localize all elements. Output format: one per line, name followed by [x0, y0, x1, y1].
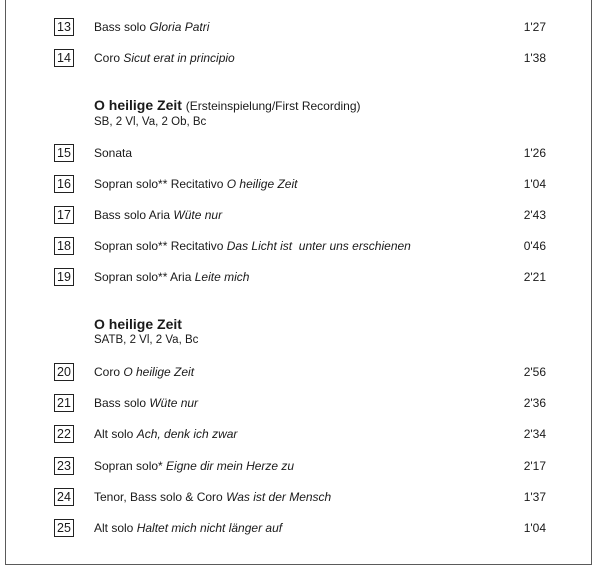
- track-description: Tenor, Bass solo & Coro Was ist der Mensch: [94, 490, 332, 504]
- track-duration: 1'04: [523, 177, 546, 191]
- track-description: Coro Sicut erat in principio: [94, 51, 235, 65]
- track-description: Alt solo Haltet mich nicht länger auf: [94, 521, 283, 535]
- tracklist-page: [5, 0, 592, 565]
- track-number: 19: [54, 268, 74, 286]
- track-duration: 2'56: [523, 365, 546, 379]
- track-row: [6, 425, 591, 447]
- track-row: [6, 175, 591, 197]
- track-description: Bass solo Wüte nur: [94, 396, 199, 410]
- track-number: 20: [54, 363, 74, 381]
- track-number: 24: [54, 488, 74, 506]
- track-description: Coro O heilige Zeit: [94, 365, 195, 379]
- track-row: [6, 206, 591, 228]
- track-description: Sopran solo** Aria Leite mich: [94, 270, 250, 284]
- track-row: [6, 268, 591, 290]
- work-heading: [94, 315, 198, 348]
- track-row: [6, 488, 591, 510]
- track-number: 13: [54, 18, 74, 36]
- track-duration: 1'37: [523, 490, 546, 504]
- track-duration: 1'38: [523, 51, 546, 65]
- work-scoring: SB, 2 Vl, Va, 2 Ob, Bc: [94, 116, 207, 128]
- track-row: [6, 394, 591, 416]
- work-scoring: SATB, 2 Vl, 2 Va, Bc: [94, 334, 199, 346]
- track-number: 14: [54, 49, 74, 67]
- track-duration: 0'46: [523, 239, 546, 253]
- track-duration: 1'04: [523, 521, 546, 535]
- track-duration: 2'43: [523, 208, 546, 222]
- track-number: 17: [54, 206, 74, 224]
- work-heading: [94, 96, 361, 130]
- track-duration: 2'21: [523, 270, 546, 284]
- track-description: Sopran solo** Recitativo O heilige Zeit: [94, 177, 298, 191]
- track-description: Sonata: [94, 146, 133, 160]
- track-row: [6, 457, 591, 479]
- track-number: 16: [54, 175, 74, 193]
- track-row: [6, 519, 591, 541]
- track-row: [6, 363, 591, 385]
- track-duration: 2'34: [523, 427, 546, 441]
- track-number: 21: [54, 394, 74, 412]
- track-row: [6, 144, 591, 166]
- track-description: Sopran solo** Recitativo Das Licht ist unter uns erschienen: [94, 239, 411, 253]
- track-number: 23: [54, 457, 74, 475]
- track-number: 22: [54, 425, 74, 443]
- track-duration: 2'36: [523, 396, 546, 410]
- track-description: Bass solo Gloria Patri: [94, 20, 210, 34]
- work-title: O heilige Zeit: [94, 97, 182, 113]
- track-duration: 2'17: [523, 459, 546, 473]
- track-duration: 1'27: [523, 20, 546, 34]
- track-description: Bass solo Aria Wüte nur: [94, 208, 223, 222]
- work-subtitle: (Ersteinspielung/First Recording): [185, 99, 361, 113]
- track-description: Sopran solo* Eigne dir mein Herze zu: [94, 459, 295, 473]
- track-row: [6, 237, 591, 259]
- track-row: [6, 49, 591, 71]
- work-title: O heilige Zeit: [94, 316, 182, 332]
- track-duration: 1'26: [523, 146, 546, 160]
- track-number: 15: [54, 144, 74, 162]
- track-row: [6, 18, 591, 40]
- track-description: Alt solo Ach, denk ich zwar: [94, 427, 238, 441]
- track-number: 18: [54, 237, 74, 255]
- track-number: 25: [54, 519, 74, 537]
